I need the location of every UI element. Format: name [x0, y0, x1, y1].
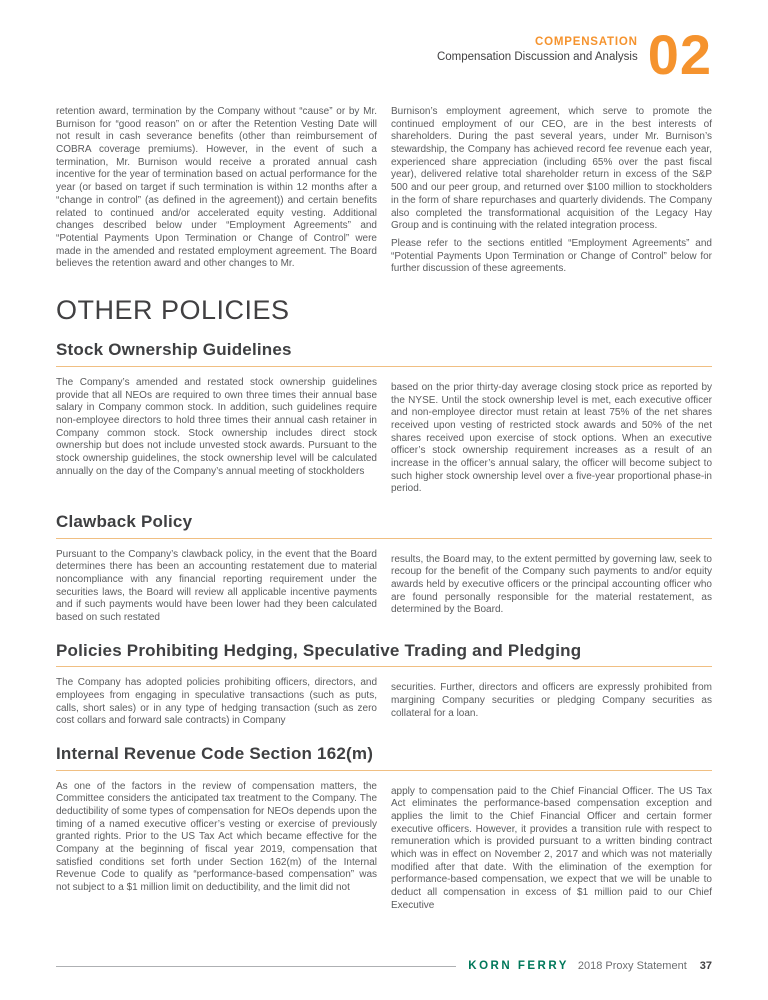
- section-heading: Stock Ownership Guidelines: [56, 340, 292, 360]
- intro-paragraph-right-1: Burnison’s employment agreement, which serve to promote the continued employment of our CEO, are in the best interests of shareholders. During the past several years, under Mr. Burnison’s stewardship, the Company has achieved record fee revenue each year, experienced share appreciation (including 65% over the past fiscal year), delivered relative total shareholder return in excess of the S&P 500 and our peer group, and returned over $100 million to stockholders in the form of share repurchases and quarterly dividends. The Company also completed the transformational acquisition of the Legacy Hay Group and is continuing with the related integration process.: [391, 106, 712, 232]
- section-heading: Clawback Policy: [56, 512, 193, 532]
- section-col-left: Pursuant to the Company’s clawback policy, in the event that the Board determines there has been an accounting restatement due to material noncompliance with any financial reporting requirement under the securities laws, the Board will review all applicable incentive payments and if such payments would have been lower had they been calculated based on such restated: [56, 548, 377, 623]
- header-text-block: [437, 28, 638, 65]
- brand-korn-ferry: KORN FERRY: [468, 960, 569, 972]
- footer-document-title: 2018 Proxy Statement: [577, 960, 687, 972]
- page-header: [56, 23, 712, 86]
- section-col-right: securities. Further, directors and officers are expressly prohibited from margining Company securities or pledging Company securities as collateral for a loan.: [391, 682, 712, 719]
- section-col-left: The Company has adopted policies prohibiting officers, directors, and employees from engaging in speculative transactions (such as puts, calls, short sales) or in any type of hedging transaction (such as zero cost collars and forward sale contracts) in Company: [56, 677, 377, 727]
- section-col-right: results, the Board may, to the extent permitted by governing law, seek to recoup for the benefit of the Company such payments to and/or equity awards held by executive officers or the principal accounting officer who are found personally responsible for the material restatement, as determined by the Board.: [391, 553, 712, 616]
- footer-rule: [56, 966, 456, 967]
- chapter-number: 02: [647, 23, 712, 86]
- intro-columns: [56, 106, 712, 276]
- heading-rule: [56, 366, 712, 367]
- section-heading: Policies Prohibiting Hedging, Speculative Trading and Pledging: [56, 640, 582, 660]
- section-col-right: apply to compensation paid to the Chief Financial Officer. The US Tax Act eliminates the performance-based compensation exception and applies the limit to the Chief Financial Officer and certain former executive officers. However, it provides a transition rule with respect to remuneration which is provided pursuant to a written binding contract which was in effect on November 2, 2017 and which was not materially modified after that date. With the elimination of the exemption for performance-based compensation, we expect that we will be unable to deduct all compensation in excess of $1 million paid to our Chief Executive: [391, 785, 712, 911]
- heading-rule: [56, 770, 712, 771]
- intro-paragraph-right-2: Please refer to the sections entitled “Employment Agreements” and “Potential Payments Upon Termination or Change of Control” below for further discussion of these agreements.: [391, 237, 712, 275]
- section-columns: [56, 677, 712, 728]
- section-stock-ownership-guidelines: [56, 340, 712, 496]
- section-hedging-policies: [56, 641, 712, 728]
- section-label: COMPENSATION: [535, 36, 638, 48]
- section-columns: [56, 549, 712, 625]
- section-heading: Internal Revenue Code Section 162(m): [56, 743, 374, 763]
- section-columns: [56, 781, 712, 913]
- intro-col-right: [391, 106, 712, 276]
- heading-rule: [56, 538, 712, 539]
- page-footer: [56, 960, 712, 972]
- heading-rule: [56, 666, 712, 667]
- footer-page-number: 37: [699, 960, 712, 972]
- section-col-right: based on the prior thirty-day average closing stock price as reported by the NYSE. Until the stock ownership level is met, each executive officer and non-employee director must retain at least 75% of the net shares received upon vesting of restricted stock awards and 50% of the net shares received upon exercise of stock options. When an executive officer’s stock ownership requirement increases as a result of an increase in the officer’s annual salary, the officer will become subject to such higher stock ownership level over a five-year proportional phase-in period.: [391, 381, 712, 495]
- section-columns: [56, 377, 712, 496]
- section-col-left: As one of the factors in the review of compensation matters, the Committee considers the anticipated tax treatment to the Company. The deductibility of some types of compensation for NEOs depends upon the timing of a named executive officer’s vesting or exercise of previously granted rights. Prior to the US Tax Act which became effective for the Company at the beginning of fiscal year 2019, compensation that satisfied conditions set forth under Section 162(m) of the Internal Revenue Code to qualify as “performance-based compensation” was not subject to a $1 million limit on deductibility, and the limit did not: [56, 780, 377, 894]
- section-irc-162m: [56, 744, 712, 912]
- section-clawback-policy: [56, 512, 712, 625]
- intro-paragraph-left: retention award, termination by the Company without “cause” or by Mr. Burnison for “good reason” on or after the Retention Vesting Date will not result in cash severance benefits (other than reimbursement of COBRA coverage premiums). However, in the event of such a termination, Mr. Burnison would receive a prorated annual cash incentive for the year of termination based on actual performance for the year (or based on target if such termination is within 12 months after a “change in control” (as defined in the agreement)) and certain benefits related to continued and/or accelerated equity vesting. Additional changes described below under “Employment Agreements” and “Potential Payments Upon Termination or Change of Control” were made in the amended and restated employment agreement. The Board believes the retention award and other changes to Mr.: [56, 106, 377, 270]
- section-col-left: The Company’s amended and restated stock ownership guidelines provide that all NEOs are required to own three times their annual base salary in Company common stock. In addition, such guidelines require non-employee directors to hold three times their annual cash retainer in Company common stock. Stock ownership includes direct stock ownership but does not include unvested stock awards. Pursuant to the stock ownership guidelines, the stock ownership level will be calculated annually on the day of the Company’s annual meeting of stockholders: [56, 376, 377, 477]
- section-subtitle: Compensation Discussion and Analysis: [436, 50, 638, 63]
- intro-col-left: [56, 106, 377, 276]
- other-policies-title: OTHER POLICIES: [56, 294, 290, 325]
